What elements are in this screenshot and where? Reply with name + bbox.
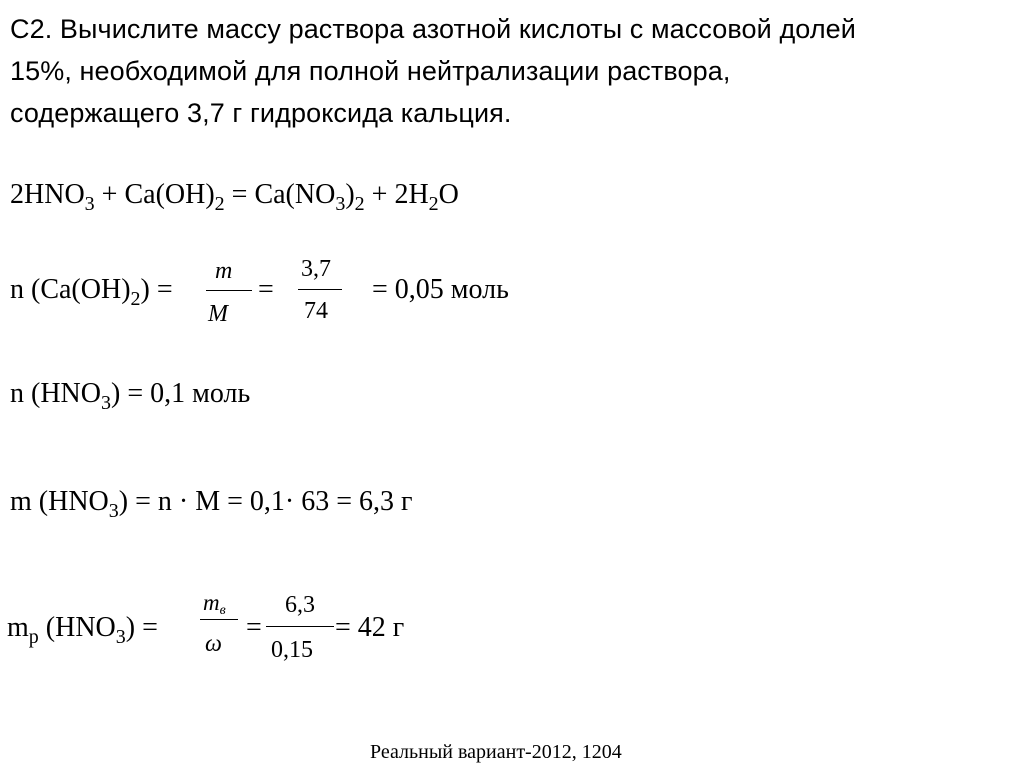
fraction-line [298,289,342,290]
eq-part: = Ca(NO [224,179,336,210]
eq-part: ) [345,179,355,210]
problem-statement [10,8,1010,134]
formula-subscript: p [28,626,39,648]
formula-text: (HNO [38,612,116,643]
fraction-denominator: M [208,301,228,327]
formula-text: n (Ca(OH) [10,274,131,305]
eq-subscript: 2 [354,193,365,215]
problem-line-3: содержащего 3,7 г гидроксида кальция. [10,98,512,128]
formula-text: m [203,590,220,615]
formula-result: = 0,05 моль [372,274,509,305]
formula-subscript: 2 [130,288,141,310]
formula-text: ) = 0,1 моль [111,378,251,409]
eq-subscript: 3 [335,193,346,215]
source-footer: Реальный вариант-2012, 1204 [370,741,622,763]
formula-subscript: 3 [101,392,111,414]
fraction-numerator: 3,7 [301,256,331,282]
equals-sign: = [246,612,262,643]
mp-hno3-lhs [7,612,158,648]
eq-part: 2HNO [10,179,85,210]
fraction-numerator [203,590,226,618]
formula-subscript: в [219,603,226,618]
m-hno3-formula [10,486,413,522]
fraction-line [266,626,334,627]
reaction-equation [10,179,459,215]
n-caoh2-lhs [10,274,173,310]
n-hno3-formula [10,378,251,414]
eq-subscript: 2 [428,193,439,215]
problem-line-1: С2. Вычислите массу раствора азотной кислоты с массовой долей [10,14,856,44]
eq-subscript: 2 [214,193,225,215]
eq-part: O [438,179,459,210]
eq-part: + 2H [364,179,429,210]
fraction-denominator: ω [205,631,222,657]
formula-text: m [7,612,29,643]
formula-text: ) = [140,274,173,305]
fraction-line [200,619,238,620]
formula-subscript: 3 [108,500,119,522]
eq-subscript: 3 [84,193,95,215]
equals-sign: = [258,274,274,305]
formula-subscript: 3 [115,626,126,648]
fraction-numerator: 6,3 [285,592,315,618]
formula-text: ) = [125,612,158,643]
eq-part: + Ca(OH) [94,179,215,210]
fraction-line [206,290,252,291]
fraction-numerator: m [215,258,233,284]
formula-text: n (HNO [10,378,101,409]
formula-result: = 42 г [335,612,405,643]
formula-text: m (HNO [10,486,109,517]
formula-text: ) = n · M = 0,1· 63 = 6,3 г [118,486,413,517]
fraction-denominator: 74 [304,298,328,324]
fraction-denominator: 0,15 [271,637,313,663]
problem-line-2: 15%, необходимой для полной нейтрализации раствора, [10,56,731,86]
